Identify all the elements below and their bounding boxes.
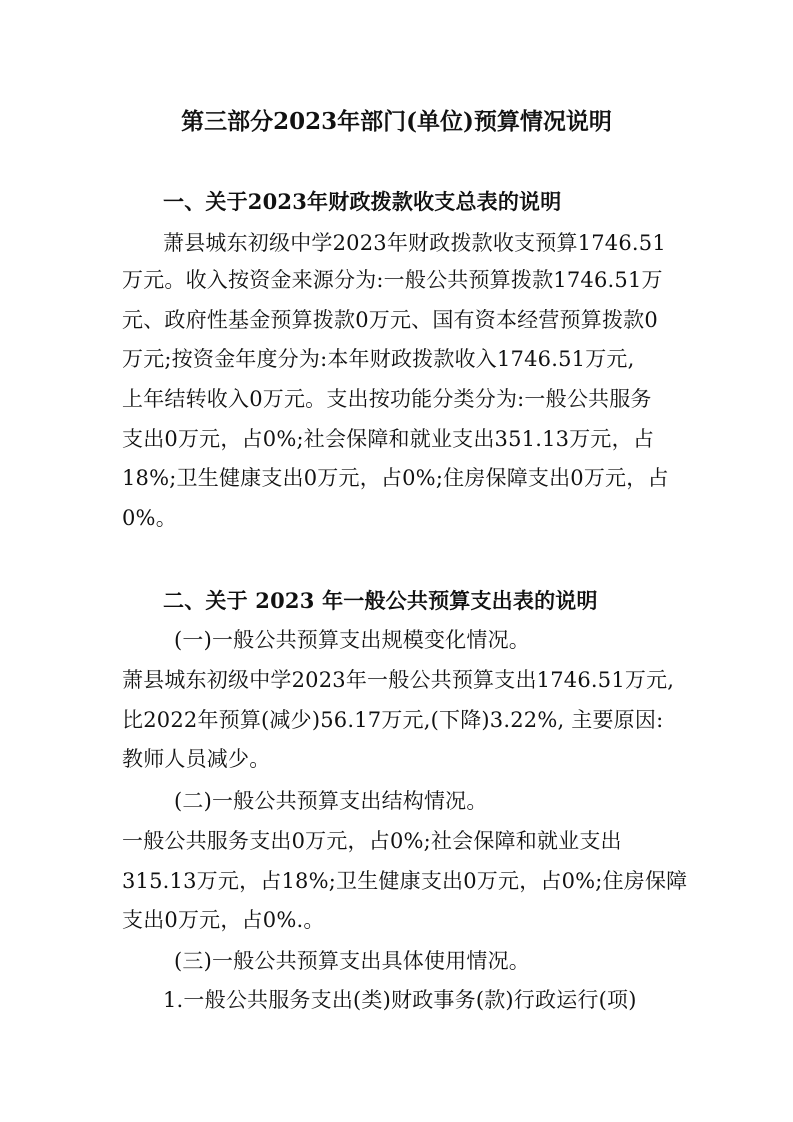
subsection-1-heading: (一)一般公共预算支出规模变化情况。 [174, 628, 530, 652]
paragraph-line: 一般公共服务支出0万元，占0%;社会保障和就业支出 [122, 829, 622, 853]
paragraph-line: 支出0万元，占0%;社会保障和就业支出351.13万元，占 [122, 427, 655, 451]
subsection-3-heading: (三)一般公共预算支出具体使用情况。 [174, 949, 530, 973]
section-2-heading: 二、关于 2023 年一般公共预算支出表的说明 [163, 588, 598, 613]
paragraph-line: 元、政府性基金预算拨款0万元、国有资本经营预算拨款0 [122, 308, 658, 332]
paragraph-line: 万元。收入按资金来源分为:一般公共预算拨款1746.51万 [122, 268, 663, 292]
paragraph-line: 1.一般公共服务支出(类)财政事务(款)行政运行(项) [163, 988, 637, 1012]
paragraph-line: 萧县城东初级中学2023年一般公共预算支出1746.51万元, [122, 668, 675, 692]
page-title: 第三部分2023年部门(单位)预算情况说明 [181, 108, 612, 135]
paragraph-line: 万元;按资金年度分为:本年财政拨款收入1746.51万元, [122, 347, 635, 371]
paragraph-line: 18%;卫生健康支出0万元，占0%;住房保障支出0万元，占 [122, 466, 669, 490]
paragraph-line: 萧县城东初级中学2023年财政拨款收支预算1746.51 [163, 231, 666, 255]
section-1-heading: 一、关于2023年财政拨款收支总表的说明 [163, 189, 562, 214]
paragraph-line: 上年结转收入0万元。支出按功能分类分为:一般公共服务 [122, 387, 652, 411]
paragraph-line: 支出0万元，占0%.。 [122, 908, 325, 932]
paragraph-line: 315.13万元，占18%;卫生健康支出0万元，占0%;住房保障 [122, 869, 688, 893]
paragraph-line: 0%。 [122, 506, 177, 530]
paragraph-line: 比2022年预算(减少)56.17万元,(下降)3.22%, 主要原因: [122, 708, 664, 732]
paragraph-line: 教师人员减少。 [122, 747, 271, 771]
subsection-2-heading: (二)一般公共预算支出结构情况。 [174, 789, 488, 813]
